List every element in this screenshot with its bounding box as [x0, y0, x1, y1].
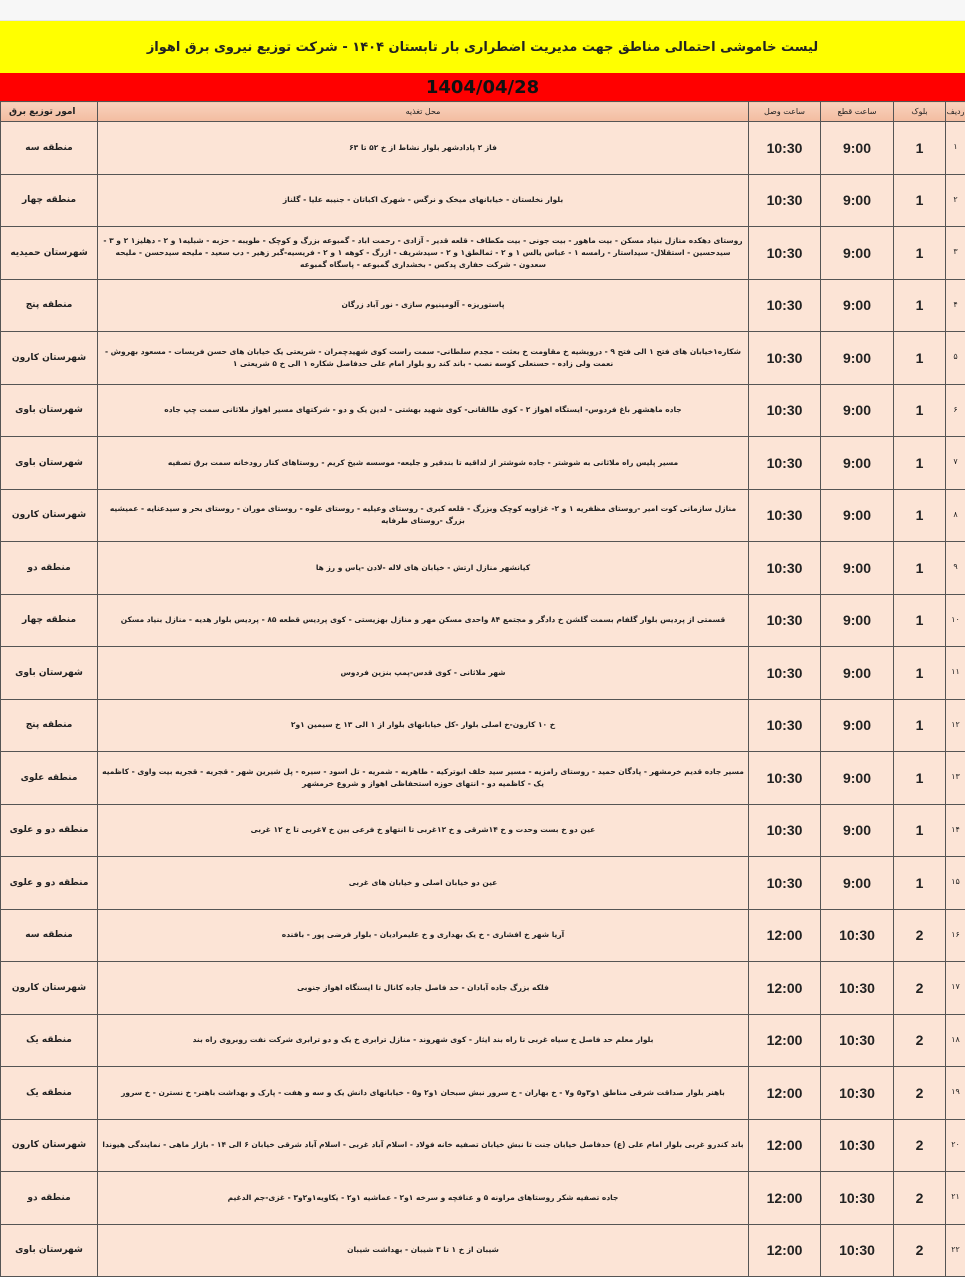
table-row [1, 489, 965, 542]
row-number: ۲۱ [946, 1172, 965, 1225]
cut-time-cell: 9:00 [821, 489, 894, 542]
cut-time-cell: 9:00 [821, 647, 894, 700]
area-cell: منطقه پنج [1, 279, 98, 332]
row-number: ۱۹ [946, 1067, 965, 1120]
connect-time-cell: 10:30 [749, 489, 821, 542]
connect-time-cell: 12:00 [749, 1224, 821, 1277]
row-number: ۵ [946, 332, 965, 385]
row-number: ۱۰ [946, 594, 965, 647]
table-row [1, 437, 965, 490]
cut-time-cell: 9:00 [821, 122, 894, 175]
table-header [1, 102, 965, 122]
connect-time-cell: 12:00 [749, 962, 821, 1015]
connect-time-cell: 10:30 [749, 699, 821, 752]
block-cell: 1 [894, 542, 946, 595]
cut-time-cell: 9:00 [821, 332, 894, 385]
row-number: ۱۲ [946, 699, 965, 752]
block-cell: 1 [894, 594, 946, 647]
location-cell: عین دو خیابان اصلی و خیابان های غربی [98, 857, 749, 910]
connect-time-cell: 12:00 [749, 1014, 821, 1067]
table-row [1, 1172, 965, 1225]
block-cell: 1 [894, 647, 946, 700]
header-cut-time: ساعت قطع [821, 102, 894, 122]
location-cell: مسیر جاده قدیم خرمشهر - پادگان حمید - روستای رامزیه - مسیر سید خلف ابوترکیه - طاهریه - شمریه - تل اسود - سیره - پل شیرین شهر - قجریه - قجریه بیت واوی - کاظمیه یک - کاظمیه دو - انتهای حوزه استحفاظی اهواز و شروع خرمشهر [98, 752, 749, 805]
connect-time-cell: 12:00 [749, 1172, 821, 1225]
row-number: ۹ [946, 542, 965, 595]
cut-time-cell: 9:00 [821, 594, 894, 647]
area-cell: شهرستان کارون [1, 962, 98, 1015]
table-row [1, 332, 965, 385]
connect-time-cell: 10:30 [749, 437, 821, 490]
area-cell: منطقه علوی [1, 752, 98, 805]
connect-time-cell: 10:30 [749, 647, 821, 700]
table-row [1, 227, 965, 280]
area-cell: شهرستان کارون [1, 489, 98, 542]
row-number: ۱۸ [946, 1014, 965, 1067]
area-cell: شهرستان باوی [1, 437, 98, 490]
header-connect-time: ساعت وصل [749, 102, 821, 122]
area-cell: منطقه پنج [1, 699, 98, 752]
table-row [1, 1014, 965, 1067]
block-cell: 2 [894, 1119, 946, 1172]
location-cell: شیبان از خ ۱ تا ۳ شیبان - بهداشت شیبان [98, 1224, 749, 1277]
location-cell: خ ۱۰ کارون-خ اصلی بلوار -کل خیابانهای بلوار از ۱ الی ۱۳ خ سیمین ۱و۲ [98, 699, 749, 752]
connect-time-cell: 12:00 [749, 1119, 821, 1172]
row-number: ۲ [946, 174, 965, 227]
top-bar [0, 0, 965, 21]
location-cell: آریا شهر خ افشاری - خ یک بهداری و خ علیمرادیان - بلوار فرضی پور - بافنده [98, 909, 749, 962]
connect-time-cell: 10:30 [749, 174, 821, 227]
cut-time-cell: 9:00 [821, 437, 894, 490]
block-cell: 2 [894, 962, 946, 1015]
connect-time-cell: 10:30 [749, 384, 821, 437]
area-cell: شهرستان باوی [1, 647, 98, 700]
connect-time-cell: 10:30 [749, 122, 821, 175]
row-number: ۲۲ [946, 1224, 965, 1277]
connect-time-cell: 12:00 [749, 909, 821, 962]
location-cell: فاز ۲ پادادشهر بلوار نشاط از خ ۵۲ تا ۶۳ [98, 122, 749, 175]
table-row [1, 1224, 965, 1277]
cut-time-cell: 9:00 [821, 384, 894, 437]
row-number: ۴ [946, 279, 965, 332]
location-cell: بلوار معلم حد فاصل خ سیاه غربی تا راه بند ایثار - کوی شهروند - منازل ترابری خ یک و دو ترابری شرکت نفت روبروی راه بند [98, 1014, 749, 1067]
cut-time-cell: 9:00 [821, 699, 894, 752]
connect-time-cell: 10:30 [749, 332, 821, 385]
row-number: ۱۷ [946, 962, 965, 1015]
location-cell: بلوار نخلستان - خیابانهای میخک و نرگس - شهرک اکباتان - جنیبه علیا - گلناز [98, 174, 749, 227]
table-row [1, 1119, 965, 1172]
table-row [1, 699, 965, 752]
row-number: ۷ [946, 437, 965, 490]
area-cell: منطقه دو و علوی [1, 804, 98, 857]
area-cell: منطقه چهار [1, 174, 98, 227]
location-cell: منازل سازمانی کوت امیر -روستای مظفریه ۱ و ۲- غزاویه کوچک وبزرگ - قلعه کبری - روستای وعیلیه - روستای علوه - روستای موران - روستای بحر و سیدعنایه - عمیشیه بزرگ -روستای طرفایه [98, 489, 749, 542]
block-cell: 1 [894, 489, 946, 542]
cut-time-cell: 10:30 [821, 1172, 894, 1225]
area-cell: شهرستان کارون [1, 332, 98, 385]
connect-time-cell: 10:30 [749, 594, 821, 647]
cut-time-cell: 9:00 [821, 752, 894, 805]
row-number: ۱۵ [946, 857, 965, 910]
location-cell: قسمتی از پردیس بلوار گلفام بسمت گلشن خ دادگر و مجتمع ۸۴ واحدی مسکن مهر و منازل بهزیستی - کوی پردیس قطعه ۸۵ - پردیس بلوار هدیه - منازل بنیاد مسکن [98, 594, 749, 647]
cut-time-cell: 10:30 [821, 1224, 894, 1277]
location-cell: جاده تصفیه شکر روستاهای مراونه ۵ و عنافچه و سرخه ۱و۲ - عماشیه ۱و۲ - یکاویه۱و۲و۳ - غزی-جم الدغیم [98, 1172, 749, 1225]
block-cell: 1 [894, 122, 946, 175]
connect-time-cell: 10:30 [749, 279, 821, 332]
cut-time-cell: 10:30 [821, 962, 894, 1015]
cut-time-cell: 9:00 [821, 279, 894, 332]
block-cell: 1 [894, 804, 946, 857]
area-cell: منطقه یک [1, 1067, 98, 1120]
block-cell: 2 [894, 909, 946, 962]
location-cell: روستای دهکده منازل بنیاد مسکن - بیت ماهور - بیت جونی - بیت مکطاف - قلعه قدیر - آزادی - رحمت اباد - گمبوعه بزرگ و کوچک - طویبه - حزبه - شبلیه۱ و ۲ - دهلیز۱ ۲ و ۳ - سیدحسین - استقلال- سیداستار - رامسه ۱ - عباس یالس ۱ و ۲ - ثمالطق۱ و ۲ - سیدشریف - ازرگ - کوهه ۱ و ۲ - فریسیه-گبر زهیر - دب سعید - ملیحه سیدحسن - ملیحه سعدون - شرکت حفاری پدکس - بخشداری گمبوعه - پاسگاه گمبوعه [98, 227, 749, 280]
page-title: لیست خاموشی احتمالی مناطق جهت مدیریت اضطراری بار تابستان ۱۴۰۴ - شرکت توزیع نیروی برق اهواز [0, 21, 965, 73]
connect-time-cell: 10:30 [749, 857, 821, 910]
table-row [1, 174, 965, 227]
block-cell: 2 [894, 1014, 946, 1067]
connect-time-cell: 10:30 [749, 804, 821, 857]
header-area: امور توزیع برق [1, 102, 98, 122]
table-row [1, 804, 965, 857]
table-row [1, 122, 965, 175]
block-cell: 1 [894, 384, 946, 437]
cut-time-cell: 10:30 [821, 909, 894, 962]
table-row [1, 909, 965, 962]
block-cell: 1 [894, 174, 946, 227]
table-row [1, 962, 965, 1015]
table-row [1, 857, 965, 910]
connect-time-cell: 10:30 [749, 227, 821, 280]
area-cell: منطقه یک [1, 1014, 98, 1067]
header-block: بلوک [894, 102, 946, 122]
table-row [1, 384, 965, 437]
row-number: ۱۳ [946, 752, 965, 805]
location-cell: عین دو خ بست وحدت و خ ۱۴شرقی و خ ۱۲غربی تا انتهاو خ فرعی بین خ ۷غربی تا خ ۱۲ غربی [98, 804, 749, 857]
location-cell: کیانشهر منازل ارتش - خیابان های لاله -لادن -یاس و رز ها [98, 542, 749, 595]
cut-time-cell: 9:00 [821, 804, 894, 857]
location-cell: مسیر پلیس راه ملاثانی به شوشتر - جاده شوشتر از لداقیه تا بندقیر و جلیعه- موسسه شیخ کریم - روستاهای کنار رودخانه سمت برق تصفیه [98, 437, 749, 490]
row-number: ۱۴ [946, 804, 965, 857]
row-number: ۱ [946, 122, 965, 175]
area-cell: منطقه دو [1, 542, 98, 595]
area-cell: شهرستان کارون [1, 1119, 98, 1172]
area-cell: شهرستان حمیدیه [1, 227, 98, 280]
area-cell: منطقه سه [1, 909, 98, 962]
block-cell: 1 [894, 437, 946, 490]
block-cell: 2 [894, 1172, 946, 1225]
block-cell: 1 [894, 752, 946, 805]
area-cell: منطقه دو و علوی [1, 857, 98, 910]
area-cell: شهرستان باوی [1, 1224, 98, 1277]
location-cell: باهنر بلوار صداقت شرقی مناطق ۱و۳و۵ و۷ - خ بهاران - خ سرور نبش سبحان ۱و۲ و۵ - خیابانهای دانش یک و سه و هفت - پارک و بهداشت باهنر- خ نسترن - خ سرور [98, 1067, 749, 1120]
location-cell: باند کندرو غربی بلوار امام علی (ع) حدفاصل خیابان جنت تا نبش خیابان تصفیه خانه فولاد - اسلام آباد غربی - اسلام آباد شرقی خیابان ۶ الی ۱۴ - بازار ماهی - نمایندگی هیوندا [98, 1119, 749, 1172]
row-number: ۳ [946, 227, 965, 280]
cut-time-cell: 9:00 [821, 542, 894, 595]
cut-time-cell: 9:00 [821, 227, 894, 280]
row-number: ۸ [946, 489, 965, 542]
table-row [1, 279, 965, 332]
location-cell: جاده ماهشهر باغ فردوس- ایستگاه اهواز ۲ - کوی طالقانی- کوی شهید بهشتی - لدین یک و دو - شرکتهای مسیر اهواز ملاثانی سمت چپ جاده [98, 384, 749, 437]
table-row [1, 594, 965, 647]
connect-time-cell: 12:00 [749, 1067, 821, 1120]
table-row [1, 647, 965, 700]
row-number: ۱۱ [946, 647, 965, 700]
block-cell: 1 [894, 332, 946, 385]
table-row [1, 542, 965, 595]
connect-time-cell: 10:30 [749, 752, 821, 805]
block-cell: 1 [894, 857, 946, 910]
area-cell: منطقه سه [1, 122, 98, 175]
location-cell: شهر ملاثانی - کوی قدس-پمپ بنزین فردوس [98, 647, 749, 700]
row-number: ۶ [946, 384, 965, 437]
block-cell: 1 [894, 227, 946, 280]
row-number: ۲۰ [946, 1119, 965, 1172]
block-cell: 1 [894, 279, 946, 332]
cut-time-cell: 10:30 [821, 1067, 894, 1120]
date-banner: 1404/04/28 [0, 73, 965, 101]
location-cell: شکاره۱خیابان های فتح ۱ الی فتح ۹ - درویشیه خ مقاومت خ بعثت - مجدم سلطانی- سمت راست کوی شهیدچمران - شریعتی یک خیابان های حسن فریسات - مسعود بهروش - نعمت ولی زاده - حسنعلی کوسه نصب - باند کند رو بلوار امام علی حدفاصل شکاره ۱ الی خ ۵ شریعتی ۱ [98, 332, 749, 385]
cut-time-cell: 10:30 [821, 1119, 894, 1172]
cut-time-cell: 10:30 [821, 1014, 894, 1067]
header-row-number: ردیف [946, 102, 965, 122]
header-location: محل تغذیه [98, 102, 749, 122]
cut-time-cell: 9:00 [821, 857, 894, 910]
area-cell: شهرستان باوی [1, 384, 98, 437]
table-row [1, 1067, 965, 1120]
row-number: ۱۶ [946, 909, 965, 962]
block-cell: 1 [894, 699, 946, 752]
connect-time-cell: 10:30 [749, 542, 821, 595]
location-cell: فلکه بزرگ جاده آبادان - حد فاصل جاده کانال تا ایستگاه اهواز جنوبی [98, 962, 749, 1015]
block-cell: 2 [894, 1067, 946, 1120]
table-row [1, 752, 965, 805]
location-cell: پاستوریزه - آلومینیوم سازی - نور آباد زرگان [98, 279, 749, 332]
cut-time-cell: 9:00 [821, 174, 894, 227]
block-cell: 2 [894, 1224, 946, 1277]
area-cell: منطقه دو [1, 1172, 98, 1225]
area-cell: منطقه چهار [1, 594, 98, 647]
outage-table [0, 101, 965, 1277]
